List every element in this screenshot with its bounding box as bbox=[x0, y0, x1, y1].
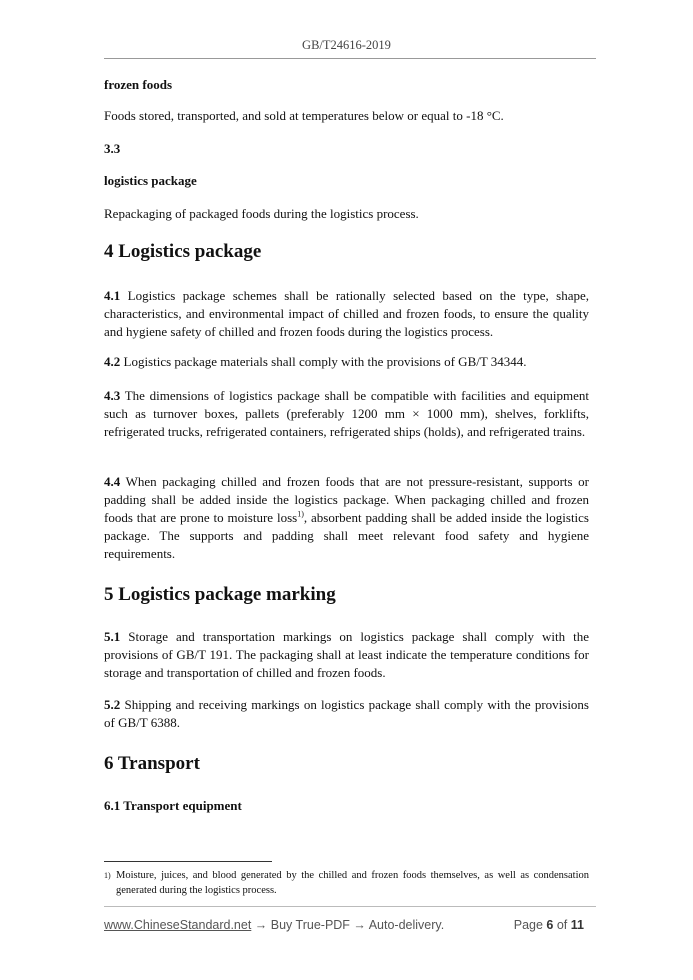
page-indicator bbox=[514, 918, 584, 932]
header-divider bbox=[104, 58, 596, 59]
footer-divider bbox=[104, 906, 596, 907]
footnote-reference[interactable]: 1) bbox=[297, 509, 304, 519]
clause-4-3 bbox=[104, 387, 589, 441]
term-logistics-package-title: logistics package bbox=[104, 173, 197, 188]
clause-number: 5.1 bbox=[104, 629, 121, 644]
footer-tagline: → Buy True-PDF → Auto-delivery. bbox=[251, 918, 445, 932]
term-logistics-package-definition: Repackaging of packaged foods during the logistics process. bbox=[104, 206, 419, 221]
page-footer bbox=[104, 918, 584, 932]
clause-number: 4.4 bbox=[104, 474, 121, 489]
term-frozen-foods-title: frozen foods bbox=[104, 77, 173, 92]
clause-text: When packaging chilled and frozen foods that are not pressure-resistant, supports or padding shall be added inside the logistics package. When packaging chilled and frozen foods that are prone to moisture loss bbox=[104, 474, 589, 525]
term-frozen-foods-definition: Foods stored, transported, and sold at temperatures below or equal to -18 °C. bbox=[104, 108, 504, 123]
running-header: GB/T24616-2019 bbox=[302, 38, 391, 52]
term-3-3-number: 3.3 bbox=[104, 141, 121, 156]
clause-number: 5.2 bbox=[104, 697, 121, 712]
clause-text: , absorbent padding shall be added inside the logistics package. The supports and padding shall meet relevant food safety and hygiene requirements. bbox=[104, 510, 589, 561]
clause-4-2 bbox=[104, 353, 589, 371]
clause-number: 4.2 bbox=[104, 354, 121, 369]
footnote-mark: 1) bbox=[104, 871, 111, 880]
footnote-divider bbox=[104, 861, 272, 862]
clause-text: Logistics package schemes shall be rationally selected based on the type, shape, characteristics, and environmental impact of chilled and frozen foods, to ensure the quality and hygiene safety of chilled and frozen foods during the logistics process. bbox=[104, 288, 589, 339]
clause-4-4 bbox=[104, 473, 589, 563]
footnote bbox=[104, 868, 589, 898]
clause-text: The dimensions of logistics package shall be compatible with facilities and equipment such as turnover boxes, pallets (preferably 1200 mm × 1000 mm), shelves, forklifts, refrigerated trucks, refrigerated containers, refrigerated ships (holds), and refrigerated trains. bbox=[104, 388, 589, 439]
clause-text: Shipping and receiving markings on logistics package shall comply with the provisions of GB/T 6388. bbox=[104, 697, 589, 730]
clause-number: 4.1 bbox=[104, 288, 121, 303]
clause-number: 4.3 bbox=[104, 388, 121, 403]
section-4-heading: 4 Logistics package bbox=[104, 241, 262, 262]
clause-4-1 bbox=[104, 287, 589, 341]
clause-text: Logistics package materials shall comply with the provisions of GB/T 34344. bbox=[120, 354, 527, 369]
total-pages: 11 bbox=[570, 918, 584, 932]
website-link[interactable]: www.ChineseStandard.net bbox=[104, 918, 252, 932]
current-page: 6 bbox=[546, 918, 554, 932]
section-6-heading: 6 Transport bbox=[104, 753, 200, 774]
clause-text: Storage and transportation markings on logistics package shall comply with the provisions of GB/T 191. The packaging shall at least indicate the temperature conditions for storage and transportation of chilled and frozen foods. bbox=[104, 629, 589, 680]
clause-5-1 bbox=[104, 628, 589, 682]
page-label: Page bbox=[513, 918, 543, 932]
clause-5-2 bbox=[104, 696, 589, 732]
subsection-6-1-title: 6.1 Transport equipment bbox=[104, 798, 242, 813]
footnote-text: Moisture, juices, and blood generated by the chilled and frozen foods themselves, as well as condensation generated during the logistics process. bbox=[116, 870, 589, 896]
section-5-heading: 5 Logistics package marking bbox=[104, 584, 336, 605]
of-label: of bbox=[556, 918, 568, 932]
